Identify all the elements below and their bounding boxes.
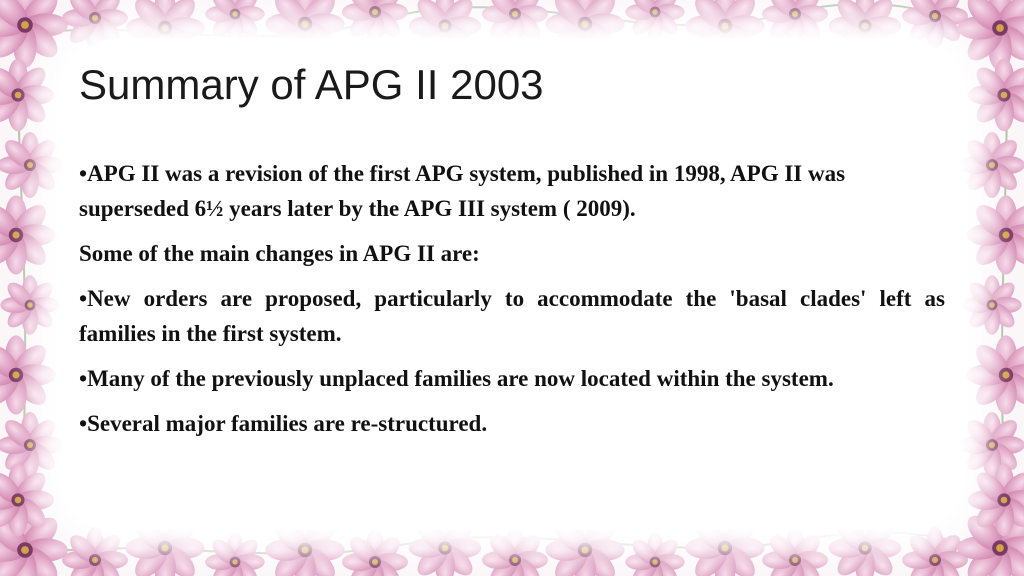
bullet-marker: • xyxy=(79,366,88,391)
slide-body xyxy=(79,156,945,441)
paragraph-restructured xyxy=(79,406,945,441)
bullet-marker: • xyxy=(79,286,88,311)
paragraph-text: New orders are proposed, particularly to accommodate the 'basal clades' left as families in the first system. xyxy=(79,286,945,346)
slide-title: Summary of APG II 2003 xyxy=(79,61,544,108)
bullet-marker: • xyxy=(79,411,88,436)
paragraph-text: Several major families are re-structured. xyxy=(87,411,488,436)
paragraph-text: Some of the main changes in APG II are: xyxy=(79,241,480,266)
paragraph-text: APG II was a revision of the first APG system, published in 1998, APG II was superseded 6½ years later by the APG III system ( 2009). xyxy=(79,161,846,221)
paragraph-unplaced-families xyxy=(79,361,945,396)
paragraph-new-orders xyxy=(79,281,945,351)
paragraph-text: Many of the previously unplaced families are now located within the system. xyxy=(87,366,834,391)
paragraph-main-changes-heading xyxy=(79,236,945,271)
paragraph-revision xyxy=(79,156,945,226)
bullet-marker: • xyxy=(79,161,88,186)
